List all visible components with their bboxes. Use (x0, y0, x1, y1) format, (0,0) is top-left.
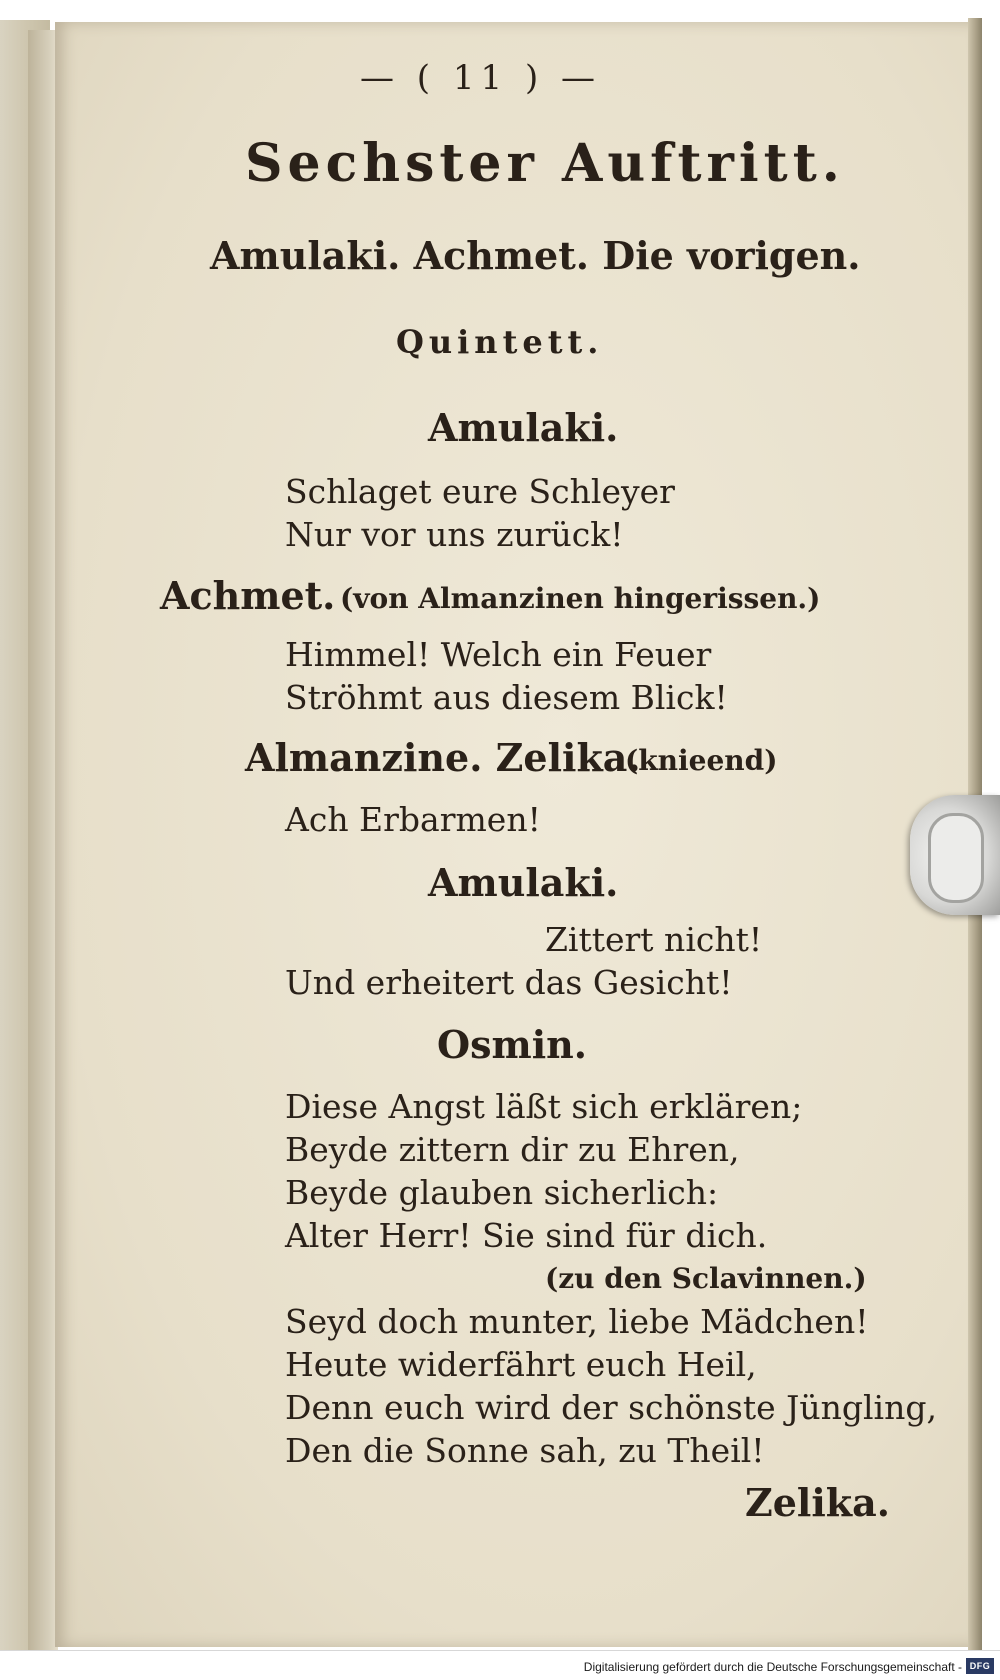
verse-line: Beyde zittern dir zu Ehren, (285, 1130, 740, 1169)
verse-line: Seyd doch munter, liebe Mädchen! (285, 1302, 869, 1341)
verse-line: Den die Sonne sah, zu Theil! (285, 1431, 765, 1470)
page-clip (910, 795, 1000, 915)
verse-line: Zittert nicht! (545, 920, 763, 959)
page-number: — ( 11 ) — (360, 58, 602, 98)
verse-line: Ach Erbarmen! (285, 800, 541, 839)
speaker-name: Achmet. (160, 573, 336, 618)
speaker-name: Amulaki. (428, 405, 619, 450)
catchword: Zelika. (745, 1480, 890, 1525)
character-list: Amulaki. Achmet. Die vorigen. (210, 233, 861, 278)
verse-line: Beyde glauben sicherlich: (285, 1173, 719, 1212)
stage-direction: (zu den Sclavinnen.) (545, 1262, 867, 1295)
funding-credit: Digitalisierung gefördert durch die Deutsche Forschungsgemeinschaft - (583, 1660, 962, 1674)
verse-line: Und erheitert das Gesicht! (285, 963, 733, 1002)
verse-line: Diese Angst läßt sich erklären; (285, 1087, 803, 1126)
page-clip-ring (928, 813, 984, 903)
stage-direction: (knieend) (625, 744, 778, 777)
speaker-name: Osmin. (437, 1022, 587, 1067)
verse-line: Himmel! Welch ein Feuer (285, 635, 712, 674)
scene-title: Sechster Auftritt. (245, 133, 845, 194)
verse-line: Nur vor uns zurück! (285, 515, 624, 554)
stage-direction: (von Almanzinen hingerissen.) (340, 582, 821, 615)
section-heading: Quintett. (396, 323, 604, 361)
speaker-name: Almanzine. Zelika. (245, 735, 641, 780)
verse-line: Schlaget eure Schleyer (285, 472, 675, 511)
verse-line: Denn euch wird der schönste Jüngling, (285, 1388, 937, 1427)
left-page-edge (28, 30, 58, 1650)
verse-line: Ströhmt aus diesem Blick! (285, 678, 728, 717)
footer-bar (0, 1650, 1000, 1680)
verse-line: Alter Herr! Sie sind für dich. (285, 1216, 768, 1255)
speaker-name: Amulaki. (428, 860, 619, 905)
dfg-logo: DFG (966, 1658, 994, 1674)
verse-line: Heute widerfährt euch Heil, (285, 1345, 757, 1384)
